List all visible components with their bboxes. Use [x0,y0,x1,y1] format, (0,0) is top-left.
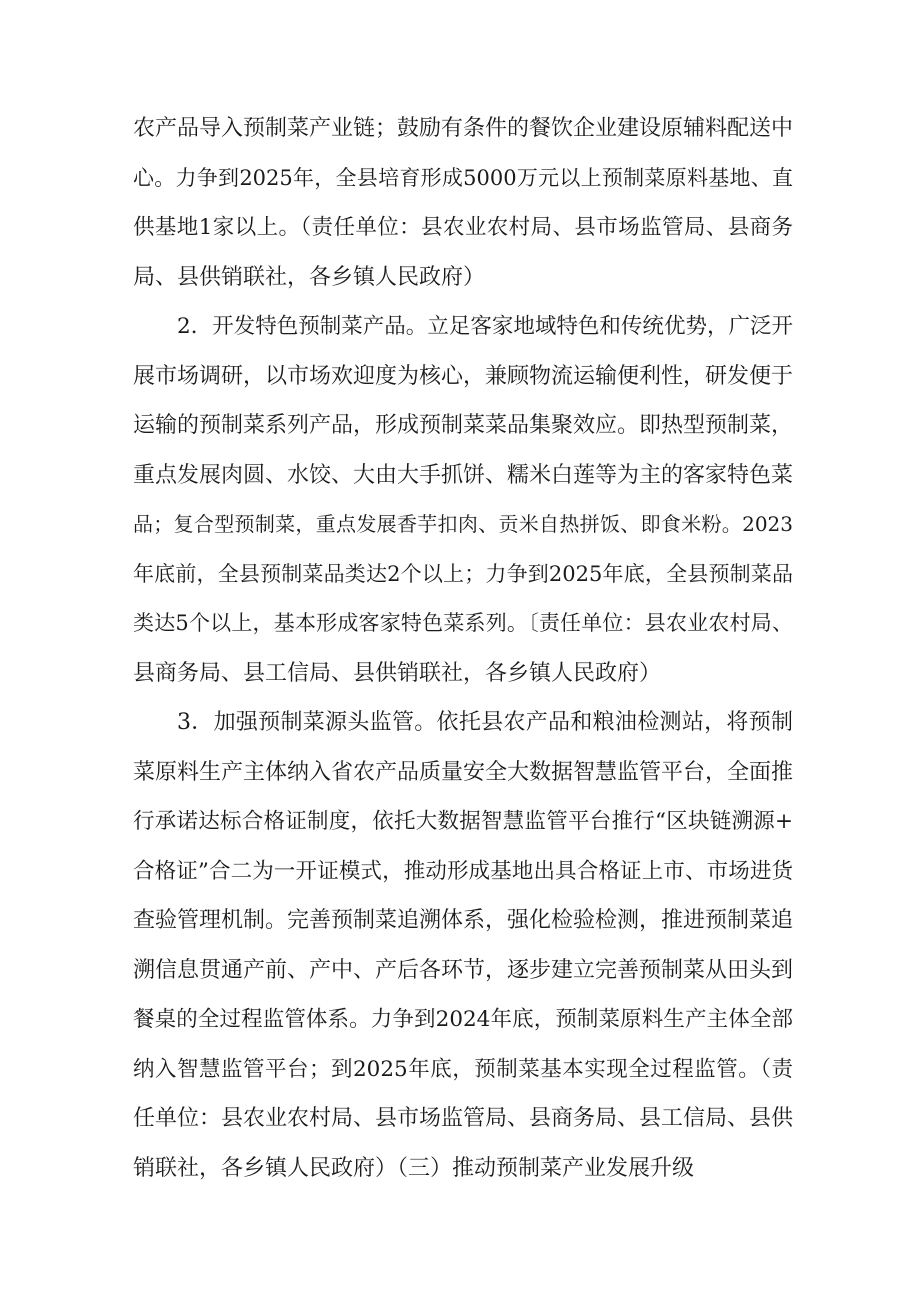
text-line: 查验管理机制。完善预制菜追溯体系，强化检验检测，推进预制菜追 [133,908,794,933]
document-body [133,104,793,1193]
text-line: 类达5个以上，基本形成客家特色菜系列。〔责任单位：县农业农村局、 [133,611,793,635]
text-line: 销联社，各乡镇人民政府）（三）推动预制菜产业发展升级 [133,1155,695,1181]
text-line: 展市场调研，以市场欢迎度为核心，兼顾物流运输便利性，研发便于 [133,363,794,389]
text-line: 心。力争到2025年，全县培育形成5000万元以上预制菜原料基地、直 [133,165,793,190]
text-line: 县商务局、县工信局、县供销联社，各乡镇人民政府） [133,660,662,686]
paragraph-2 [133,302,793,698]
text-line: 菜原料生产主体纳入省农产品质量安全大数据智慧监管平台，全面推 [133,759,794,785]
text-line: 年底前，全县预制菜品类达2个以上；力争到2025年底，全县预制菜品 [133,561,793,586]
text-line: 合格证”合二为一开证模式，推动形成基地出具合格证上市、市场进货 [133,858,793,884]
text-line: 重点发展肉圆、水饺、大由大手抓饼、糯米白莲等为主的客家特色菜 [133,462,794,488]
text-line: 溯信息贯通产前、产中、产后各环节，逐步建立完善预制菜从田头到 [133,957,794,983]
paragraph-1 [133,104,793,302]
text-line: 3．加强预制菜源头监管。依托县农产品和粮油检测站，将预制 [177,710,793,735]
text-line: 餐桌的全过程监管体系。力争到2024年底，预制菜原料生产主体全部 [133,1007,793,1032]
text-line: 供基地1家以上。（责任单位：县农业农村局、县市场监管局、县商务 [133,215,793,240]
text-line: 局、县供销联社，各乡镇人民政府） [133,264,486,290]
text-line: 运输的预制菜系列产品，形成预制菜菜品集聚效应。即热型预制菜， [133,413,794,438]
text-line: 农产品导入预制菜产业链；鼓励有条件的餐饮企业建设原辅料配送中 [133,116,794,141]
text-line: 纳入智慧监管平台；到2025年底，预制菜基本实现全过程监管。（责 [133,1056,793,1082]
paragraph-3 [133,698,793,1193]
text-line: 2．开发特色预制菜产品。立足客家地域特色和传统优势，广泛开 [177,314,793,339]
text-line: 行承诺达标合格证制度，依托大数据智慧监管平台推行“区块链溯源+ [133,809,793,834]
text-line: 品；复合型预制菜，重点发展香芋扣肉、贡米自热拼饭、即食米粉。2023 [133,512,793,536]
text-line: 任单位：县农业农村局、县市场监管局、县商务局、县工信局、县供 [133,1106,794,1131]
